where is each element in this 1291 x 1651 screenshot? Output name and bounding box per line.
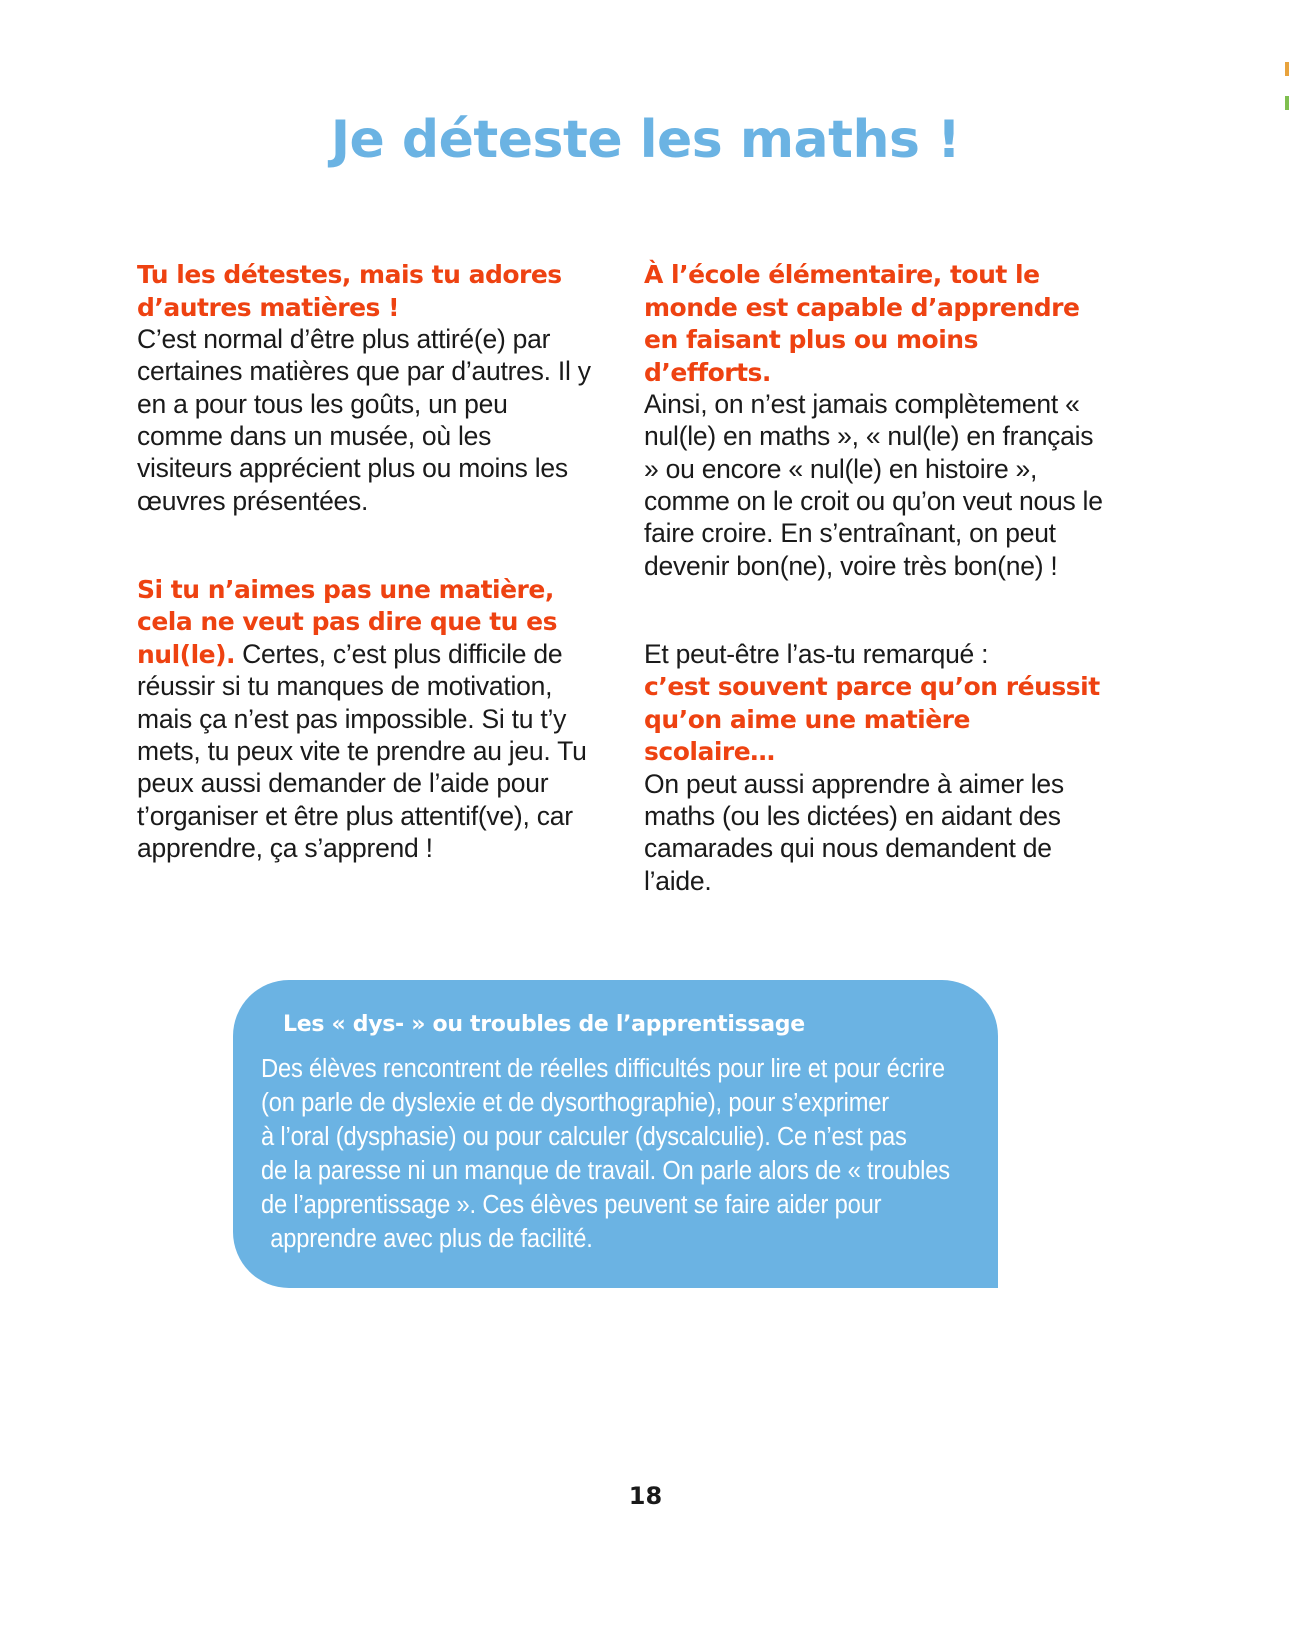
right-block-1-text	[644, 258, 1104, 582]
right-block-2-text	[644, 638, 1104, 897]
right-block-1-body: Ainsi, on n’est jamais complètement « nul(le) en maths », « nul(le) en français » ou encore « nul(le) en histoire », comme on le croit ou qu’on veut nous le faire croire. En s’entraînant, on peut devenir bon(ne), voire très bon(ne) !	[644, 389, 1103, 581]
right-block-2-heading-line-2: qu’on aime une matière scolaire…	[644, 704, 970, 767]
right-block-1-heading-line-1: À l’école élémentaire, tout le	[644, 260, 1040, 289]
right-block-1	[644, 258, 1104, 582]
callout-line: à l’oral (dysphasie) ou pour calculer (dyscalculie). Ce n’est pas	[261, 1122, 907, 1151]
right-block-1-heading-line-2: monde est capable d’apprendre	[644, 292, 1080, 322]
right-block-1-heading-line-3: en faisant plus ou moins d’efforts.	[644, 325, 978, 387]
page-title: Je déteste les maths !	[330, 109, 961, 170]
left-block-2	[137, 573, 592, 864]
left-block-2-text	[137, 573, 592, 864]
left-block-1-body: C’est normal d’être plus attiré(e) par certaines matières que par d’autres. Il y en a pour tous les goûts, un peu comme dans un musée, où les visiteurs apprécient plus ou moins les œuvres présentées.	[137, 324, 591, 516]
left-block-1-text	[137, 258, 592, 517]
left-block-2-heading-line-1: Si tu n’aimes pas une matière,	[137, 574, 554, 604]
left-block-2-body: Certes, c’est plus difficile de réussir si tu manques de motivation, mais ça n’est pas impossible. Si tu t’y mets, tu peux vite te prendre au jeu. Tu peux aussi demander de l’aide pour t’organiser et être plus attentif(ve), car apprendre, ça s’apprend !	[137, 638, 587, 864]
two-column-layout	[137, 258, 1147, 897]
left-block-1	[137, 258, 592, 517]
crop-mark-orange	[1285, 62, 1289, 76]
crop-mark-green	[1285, 96, 1289, 110]
right-block-2-intro: Et peut-être l’as-tu remarqué :	[644, 638, 989, 669]
callout-line: apprendre avec plus de facilité.	[270, 1224, 593, 1253]
right-block-2-body: On peut aussi apprendre à aimer les maths (ou les dictées) en aidant des camarades qui nous demandent de l’aide.	[644, 768, 1064, 896]
left-block-1-heading-line-1: Tu les détestes, mais tu adores	[137, 260, 562, 289]
callout-body	[261, 1053, 961, 1256]
left-block-1-heading-line-2: d’autres matières !	[137, 292, 400, 322]
callout-line: Des élèves rencontrent de réelles difficultés pour lire et pour écrire	[261, 1055, 945, 1083]
right-block-2-heading-line-1: c’est souvent parce qu’on réussit	[644, 672, 1100, 702]
left-column	[137, 258, 592, 897]
left-block-2-heading-line-2: cela ne veut pas dire que tu es	[137, 607, 558, 637]
paragraph-spacer	[137, 543, 592, 573]
paragraph-spacer	[644, 608, 1104, 638]
callout-line: de la paresse ni un manque de travail. On parle alors de « troubles	[261, 1156, 950, 1185]
left-block-2-heading-line-3: nul(le).	[137, 639, 236, 669]
callout-title: Les « dys- » ou troubles de l’apprentissage	[283, 1012, 805, 1037]
callout-box-dys	[233, 980, 998, 1288]
right-block-2	[644, 638, 1104, 897]
callout-line: (on parle de dyslexie et de dysorthographie), pour s’exprimer	[261, 1088, 889, 1117]
page-number: 18	[628, 1482, 663, 1510]
right-column	[644, 258, 1104, 897]
callout-line: de l’apprentissage ». Ces élèves peuvent se faire aider pour	[261, 1190, 882, 1219]
